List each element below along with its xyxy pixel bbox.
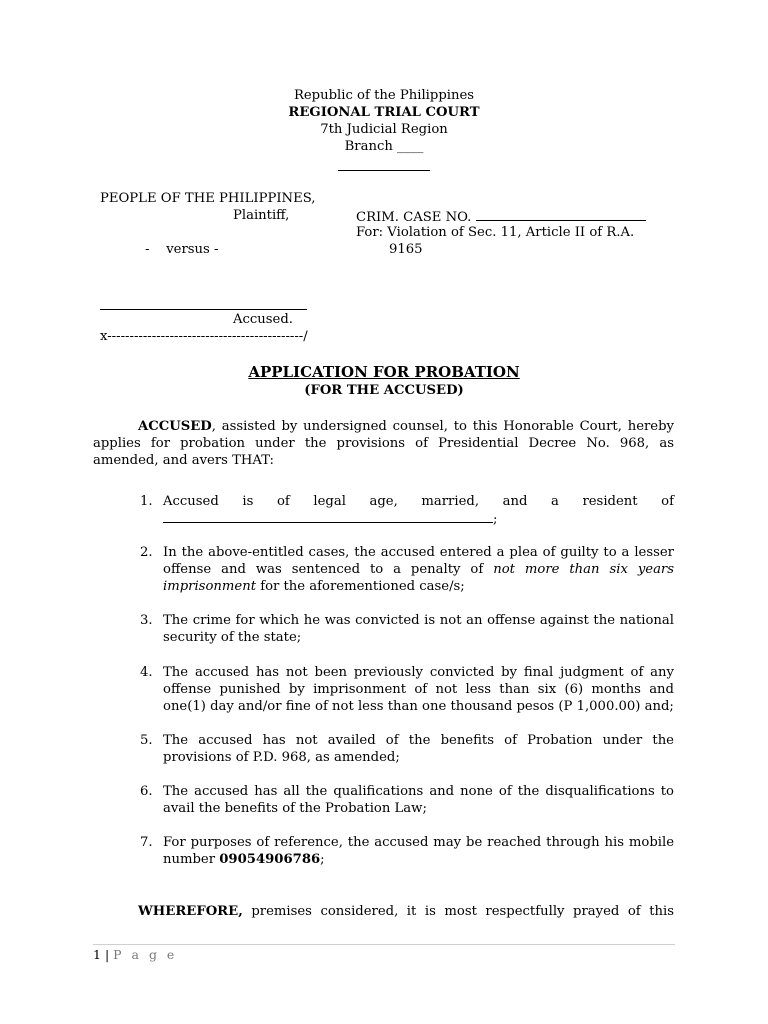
wherefore-text: premises considered, it is most respectfully prayed of this (242, 904, 674, 919)
intro-text: , assisted by undersigned counsel, to this Honorable Court, hereby applies for probation under the provisions of Presidential Decree No. 968, as amended, and avers THAT: (93, 419, 674, 468)
item-6-text: The accused has all the qualifications and none of the disqualifications to avail the benefits of the Probation Law; (163, 784, 674, 816)
intro-lead: ACCUSED (138, 419, 212, 434)
item-5-text: The accused has not availed of the benefits of Probation under the provisions of P.D. 968, as amended; (163, 733, 674, 765)
page-number: 1 (93, 947, 101, 962)
item-4-text: The accused has not been previously convicted by final judgment of any offense punished by imprisonment of not less than six (6) months and one(1) day and/or fine of not less than one thousand pesos (P 1,000.00) and; (163, 665, 674, 714)
violation-line-2: 9165 (389, 242, 423, 257)
intro-paragraph (93, 418, 674, 469)
versus-label: - versus - (145, 242, 219, 257)
violation-line-1: For: Violation of Sec. 11, Article II of R.A. (356, 225, 635, 240)
item-1-text: Accused is of legal age, married, and a resident of (163, 494, 674, 509)
region-heading: 7th Judicial Region (320, 122, 448, 137)
wherefore-lead: WHEREFORE, (138, 904, 243, 919)
residence-blank (163, 510, 493, 523)
item-3-text: The crime for which he was convicted is not an offense against the national security of the state; (163, 613, 674, 645)
case-number-label: CRIM. CASE NO. (356, 208, 646, 225)
republic-heading: Republic of the Philippines (293, 88, 475, 103)
branch-heading: Branch ____ (344, 139, 424, 154)
document-subtitle: (FOR THE ACCUSED) (304, 383, 464, 398)
footer-separator: | (104, 947, 110, 962)
document-page: Republic of the Philippines REGIONAL TRIAL COURT 7th Judicial Region Branch ____ PEOPLE OF THE PHILIPPINES, Plaintiff, CRIM. CASE NO. For: Violation of Sec. 11, Article II of R.A. 9165 - versus - Accused. x--------------------------------------------/ APPLICATION FOR PROBATION (FOR THE ACCUSED) ACCUSED, assisted by undersigned counsel, to this Honorable Court, hereby applies for probation under the provisions of Presidential Decree No. 968, as amended, and avers THAT: 1. Accused is of legal age, married, and a resident of ; 2. In the above-entitled cases, the accused entered a plea of guilty to a lesser offense and was sentenced to a penalty of not more than six years imprisonment for the aforementioned case/s; 3. The crime for which he was convicted is not an offense against the national security of the state; 4. The accused has not been previously convicted by final judgment of any offense punished by imprisonment of not less than six (6) months and one(1) day and/or fine of not less than one thousand pesos (P 1,000.00) and; 5. The accused has not availed of the benefits of Probation under the provisions of P.D. 968, as amended; 6. The accused has all the qualifications and none of the disqualifications to avail the benefits of the Probation Law; 7. For purposes of reference, the accused may be reached through his mobile number 09054906786; WHEREFORE, premises considered, it is most respectfully prayed of this 1 | P a g e (0, 0, 768, 1024)
wherefore-paragraph (93, 903, 674, 920)
plaintiff-name: PEOPLE OF THE PHILIPPINES, (100, 191, 316, 206)
case-number-blank (476, 208, 646, 221)
item-7-text: For purposes of reference, the accused may be reached through his mobile number 09054906786; (163, 835, 674, 867)
page-label: P a g e (113, 947, 178, 962)
caption-closing-line: x--------------------------------------------/ (100, 329, 308, 344)
accused-label: Accused. (233, 312, 293, 327)
page-footer (93, 947, 177, 962)
court-heading: REGIONAL TRIAL COURT (288, 105, 480, 120)
header-divider (338, 170, 430, 171)
item-2-text: In the above-entitled cases, the accused entered a plea of guilty to a lesser offense and was sentenced to a penalty of not more than six years imprisonment for the aforementioned case/s; (163, 545, 675, 594)
accused-name-blank (100, 309, 307, 310)
mobile-number: 09054906786 (219, 852, 321, 867)
footer-divider (93, 944, 675, 945)
plaintiff-label: Plaintiff, (233, 208, 290, 223)
document-title: APPLICATION FOR PROBATION (248, 363, 520, 381)
